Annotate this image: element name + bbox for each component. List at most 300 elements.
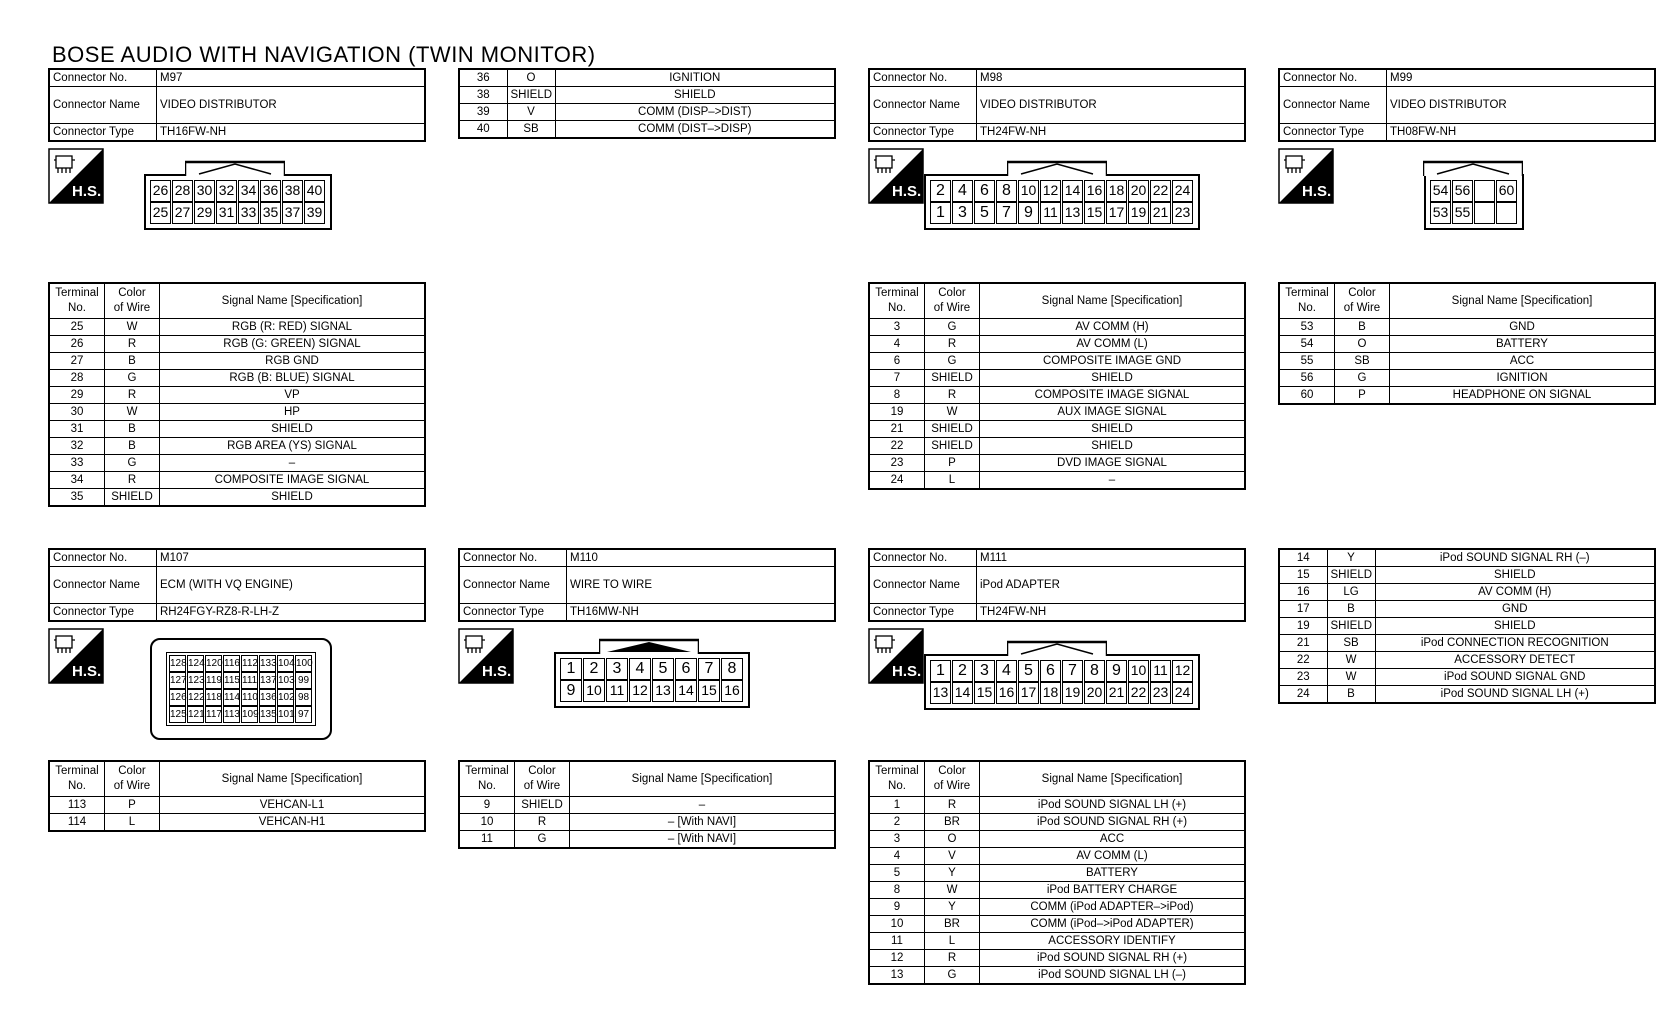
m98-pin-table — [868, 282, 1246, 490]
terminal-no: 39 — [459, 104, 507, 121]
pin-cell — [1474, 202, 1495, 224]
terminal-no: 7 — [869, 370, 925, 387]
terminal-no: 30 — [49, 404, 105, 421]
pin-cell: 15 — [974, 682, 995, 704]
terminal-no: 33 — [49, 455, 105, 472]
signal-name: COMPOSITE IMAGE SIGNAL — [160, 472, 426, 489]
terminal-no-header: Terminal No. — [869, 283, 925, 319]
m111-no: M111 — [977, 549, 1246, 567]
signal-name: GND — [1390, 319, 1656, 336]
table-row — [459, 87, 835, 104]
signal-name: COMM (DIST–>DISP) — [555, 121, 835, 139]
m98-connector-face — [924, 174, 1200, 230]
terminal-no: 24 — [1279, 686, 1327, 704]
signal-name: iPod SOUND SIGNAL RH (+) — [980, 950, 1246, 967]
m111-type: TH24FW-NH — [977, 604, 1246, 622]
table-row — [869, 797, 1245, 814]
m99-pin-table — [1278, 282, 1656, 405]
signal-name: RGB (R: RED) SIGNAL — [160, 319, 426, 336]
pin-cell: 15 — [698, 680, 720, 702]
pin-cell: 128 — [169, 655, 186, 672]
m111-connector-face — [924, 654, 1200, 710]
signal-name: iPod SOUND SIGNAL LH (+) — [980, 797, 1246, 814]
pin-cell: 137 — [259, 672, 276, 689]
table-row — [1279, 370, 1655, 387]
terminal-no: 8 — [869, 882, 925, 899]
m107-no: M107 — [157, 549, 426, 567]
color-of-wire-header: Color of Wire — [105, 761, 160, 797]
pin-cell: 8 — [996, 180, 1017, 202]
table-row — [1279, 387, 1655, 405]
pin-cell: 2 — [952, 660, 973, 682]
pin-cell: 3 — [952, 202, 973, 224]
signal-name: RGB AREA (YS) SIGNAL — [160, 438, 426, 455]
wire-color: R — [925, 336, 980, 353]
pin-cell: 98 — [295, 689, 312, 706]
pin-cell: 12 — [629, 680, 651, 702]
color-of-wire-header: Color of Wire — [925, 283, 980, 319]
wire-color: SHIELD — [925, 370, 980, 387]
terminal-no: 14 — [1279, 549, 1327, 567]
pin-cell: 36 — [260, 180, 281, 202]
m110-header — [458, 548, 836, 622]
table-row — [49, 370, 425, 387]
pin-cell: 55 — [1452, 202, 1473, 224]
table-row — [869, 967, 1245, 985]
color-of-wire-header: Color of Wire — [1335, 283, 1390, 319]
wire-color: Y — [925, 899, 980, 916]
pin-cell: 2 — [583, 658, 605, 680]
pin-cell: 6 — [675, 658, 697, 680]
pin-cell: 19 — [1062, 682, 1083, 704]
color-of-wire-header: Color of Wire — [925, 761, 980, 797]
wire-color: L — [105, 814, 160, 832]
pin-cell: 5 — [974, 202, 995, 224]
m110-name: WIRE TO WIRE — [567, 567, 836, 604]
pin-cell: 111 — [241, 672, 258, 689]
wire-color: B — [105, 353, 160, 370]
signal-name: COMPOSITE IMAGE SIGNAL — [980, 387, 1246, 404]
pin-cell: 15 — [1084, 202, 1105, 224]
signal-name: RGB (B: BLUE) SIGNAL — [160, 370, 426, 387]
wire-color: LG — [1327, 584, 1375, 601]
pin-cell: 32 — [216, 180, 237, 202]
wire-color: V — [925, 848, 980, 865]
terminal-no: 11 — [459, 831, 515, 849]
signal-name: ACC — [980, 831, 1246, 848]
pin-cell: 30 — [194, 180, 215, 202]
table-row — [49, 489, 425, 507]
m107-type: RH24FGY-RZ8-R-LH-Z — [157, 604, 426, 622]
signal-name: VEHCAN-L1 — [160, 797, 426, 814]
wire-color: W — [1327, 669, 1375, 686]
table-row — [49, 438, 425, 455]
signal-name: – — [160, 455, 426, 472]
signal-name: SHIELD — [1375, 618, 1655, 635]
hs-label: H.S. — [892, 183, 922, 200]
pin-cell: 21 — [1150, 202, 1171, 224]
signal-name: HP — [160, 404, 426, 421]
m107-connector-face — [150, 638, 332, 740]
m97-name: VIDEO DISTRIBUTOR — [157, 87, 426, 124]
wire-color: B — [1335, 319, 1390, 336]
signal-name: iPod BATTERY CHARGE — [980, 882, 1246, 899]
m110-no: M110 — [567, 549, 836, 567]
terminal-no: 27 — [49, 353, 105, 370]
m99-header — [1278, 68, 1656, 142]
pin-cell: 18 — [1106, 180, 1127, 202]
table-row — [49, 387, 425, 404]
table-row — [1279, 601, 1655, 618]
terminal-no: 31 — [49, 421, 105, 438]
label-connector-no: Connector No. — [49, 549, 157, 567]
wire-color: SHIELD — [515, 797, 570, 814]
wire-color: L — [925, 933, 980, 950]
signal-name: COMM (DISP–>DIST) — [555, 104, 835, 121]
wire-color: R — [515, 814, 570, 831]
m111-name: iPod ADAPTER — [977, 567, 1246, 604]
table-row — [869, 370, 1245, 387]
signal-name: SHIELD — [1375, 567, 1655, 584]
pin-cell: 35 — [260, 202, 281, 224]
pin-cell: 4 — [996, 660, 1017, 682]
signal-name-header: Signal Name [Specification] — [1390, 283, 1656, 319]
signal-name: HEADPHONE ON SIGNAL — [1390, 387, 1656, 405]
wire-color: R — [925, 797, 980, 814]
label-connector-name: Connector Name — [459, 567, 567, 604]
table-row — [459, 797, 835, 814]
label-connector-name: Connector Name — [869, 567, 977, 604]
signal-name: BATTERY — [1390, 336, 1656, 353]
terminal-no: 15 — [1279, 567, 1327, 584]
pin-cell: 13 — [1062, 202, 1083, 224]
pin-cell: 11 — [1040, 202, 1061, 224]
table-row — [869, 865, 1245, 882]
pin-cell: 16 — [996, 682, 1017, 704]
table-row — [869, 438, 1245, 455]
table-row — [869, 916, 1245, 933]
terminal-no: 56 — [1279, 370, 1335, 387]
label-connector-name: Connector Name — [49, 87, 157, 124]
wire-color: Y — [925, 865, 980, 882]
terminal-no: 19 — [1279, 618, 1327, 635]
pin-cell: 4 — [629, 658, 651, 680]
signal-name: ACCESSORY DETECT — [1375, 652, 1655, 669]
pin-cell: 23 — [1150, 682, 1171, 704]
wire-color: SHIELD — [507, 87, 555, 104]
pin-cell: 117 — [205, 706, 222, 723]
pin-cell — [1474, 180, 1495, 202]
signal-name: iPod SOUND SIGNAL RH (+) — [980, 814, 1246, 831]
pin-cell: 31 — [216, 202, 237, 224]
m110-type: TH16MW-NH — [567, 604, 836, 622]
terminal-no-header: Terminal No. — [869, 761, 925, 797]
hs-icon — [868, 148, 924, 204]
hs-icon — [868, 628, 924, 684]
pin-cell: 125 — [169, 706, 186, 723]
wire-color: B — [105, 438, 160, 455]
wire-color: BR — [925, 814, 980, 831]
table-row — [49, 353, 425, 370]
label-connector-type: Connector Type — [1279, 124, 1387, 142]
terminal-no: 34 — [49, 472, 105, 489]
terminal-no: 26 — [49, 336, 105, 353]
terminal-no: 16 — [1279, 584, 1327, 601]
pin-cell: 5 — [652, 658, 674, 680]
pin-cell: 40 — [304, 180, 325, 202]
terminal-no: 53 — [1279, 319, 1335, 336]
m111-pin-table — [868, 760, 1246, 985]
table-row — [869, 848, 1245, 865]
wire-color: W — [105, 319, 160, 336]
hs-icon — [48, 628, 104, 684]
m97-connector-face — [144, 174, 332, 230]
pin-cell — [1496, 202, 1517, 224]
pin-cell: 3 — [974, 660, 995, 682]
pin-cell: 37 — [282, 202, 303, 224]
table-row — [49, 404, 425, 421]
terminal-no: 8 — [869, 387, 925, 404]
pin-cell: 6 — [1040, 660, 1061, 682]
wire-color: V — [507, 104, 555, 121]
pin-cell: 12 — [1172, 660, 1193, 682]
terminal-no: 60 — [1279, 387, 1335, 405]
signal-name-header: Signal Name [Specification] — [570, 761, 836, 797]
table-row — [459, 814, 835, 831]
wire-color: P — [925, 455, 980, 472]
signal-name: – — [980, 472, 1246, 490]
pin-cell: 19 — [1128, 202, 1149, 224]
signal-name: AV COMM (L) — [980, 848, 1246, 865]
pin-cell: 24 — [1172, 180, 1193, 202]
signal-name: GND — [1375, 601, 1655, 618]
pin-cell: 10 — [583, 680, 605, 702]
pin-cell: 28 — [172, 180, 193, 202]
terminal-no: 38 — [459, 87, 507, 104]
signal-name: IGNITION — [1390, 370, 1656, 387]
table-row — [49, 797, 425, 814]
pin-cell: 7 — [996, 202, 1017, 224]
wire-color: B — [1327, 686, 1375, 704]
table-row — [1279, 336, 1655, 353]
wire-color: R — [925, 950, 980, 967]
hs-label: H.S. — [892, 663, 922, 680]
table-row — [869, 472, 1245, 490]
signal-name: SHIELD — [160, 421, 426, 438]
wire-color: P — [1335, 387, 1390, 405]
wire-color: W — [1327, 652, 1375, 669]
signal-name-header: Signal Name [Specification] — [160, 283, 426, 319]
signal-name: iPod SOUND SIGNAL RH (–) — [1375, 549, 1655, 567]
table-row — [869, 421, 1245, 438]
page-title: BOSE AUDIO WITH NAVIGATION (TWIN MONITOR) — [52, 42, 596, 67]
pin-cell: 122 — [187, 689, 204, 706]
signal-name: AV COMM (H) — [980, 319, 1246, 336]
label-connector-type: Connector Type — [869, 124, 977, 142]
m97-pin-table — [48, 282, 426, 507]
pin-cell: 2 — [930, 180, 951, 202]
pin-cell: 115 — [223, 672, 240, 689]
pin-cell: 29 — [194, 202, 215, 224]
table-row — [869, 933, 1245, 950]
wire-color: L — [925, 472, 980, 490]
terminal-no: 4 — [869, 336, 925, 353]
pin-cell: 38 — [282, 180, 303, 202]
signal-name: iPod SOUND SIGNAL LH (–) — [980, 967, 1246, 985]
terminal-no: 21 — [869, 421, 925, 438]
pin-cell: 27 — [172, 202, 193, 224]
signal-name: COMM (iPod ADAPTER–>iPod) — [980, 899, 1246, 916]
terminal-no-header: Terminal No. — [49, 283, 105, 319]
pin-cell: 56 — [1452, 180, 1473, 202]
pin-cell: 9 — [1018, 202, 1039, 224]
terminal-no: 2 — [869, 814, 925, 831]
color-of-wire-header: Color of Wire — [105, 283, 160, 319]
signal-name: AUX IMAGE SIGNAL — [980, 404, 1246, 421]
terminal-no: 32 — [49, 438, 105, 455]
pin-cell: 123 — [187, 672, 204, 689]
pin-cell: 135 — [259, 706, 276, 723]
m98-type: TH24FW-NH — [977, 124, 1246, 142]
table-row — [1279, 652, 1655, 669]
pin-cell: 17 — [1106, 202, 1127, 224]
table-row — [869, 455, 1245, 472]
table-row — [869, 950, 1245, 967]
label-connector-no: Connector No. — [869, 549, 977, 567]
m107-pin-table — [48, 760, 426, 832]
table-row — [459, 69, 835, 87]
wire-color: W — [925, 882, 980, 899]
m110-pin-table — [458, 760, 836, 849]
terminal-no: 55 — [1279, 353, 1335, 370]
pin-cell: 13 — [652, 680, 674, 702]
terminal-no: 22 — [869, 438, 925, 455]
label-connector-no: Connector No. — [49, 69, 157, 87]
terminal-no: 11 — [869, 933, 925, 950]
pin-cell: 16 — [1084, 180, 1105, 202]
signal-name-header: Signal Name [Specification] — [160, 761, 426, 797]
wire-color: SHIELD — [925, 438, 980, 455]
pin-cell: 14 — [1062, 180, 1083, 202]
signal-name: ACCESSORY IDENTIFY — [980, 933, 1246, 950]
label-connector-type: Connector Type — [869, 604, 977, 622]
label-connector-type: Connector Type — [49, 604, 157, 622]
wire-color: Y — [1327, 549, 1375, 567]
m111-header — [868, 548, 1246, 622]
terminal-no: 19 — [869, 404, 925, 421]
signal-name: iPod SOUND SIGNAL GND — [1375, 669, 1655, 686]
wire-color: R — [105, 336, 160, 353]
table-row — [459, 121, 835, 139]
m97-type: TH16FW-NH — [157, 124, 426, 142]
pin-cell: 16 — [721, 680, 743, 702]
m107-header — [48, 548, 426, 622]
m97-header — [48, 68, 426, 142]
table-row — [869, 404, 1245, 421]
table-row — [1279, 686, 1655, 704]
pin-cell: 6 — [974, 180, 995, 202]
signal-name: SHIELD — [980, 370, 1246, 387]
hs-label: H.S. — [72, 663, 102, 680]
pin-cell: 9 — [1106, 660, 1127, 682]
table-row — [869, 899, 1245, 916]
wire-color: O — [507, 69, 555, 87]
pin-cell: 53 — [1430, 202, 1451, 224]
terminal-no: 23 — [869, 455, 925, 472]
table-row — [49, 455, 425, 472]
wire-color: SB — [1327, 635, 1375, 652]
wire-color: G — [925, 967, 980, 985]
label-connector-name: Connector Name — [869, 87, 977, 124]
pin-cell: 39 — [304, 202, 325, 224]
pin-cell: 7 — [1062, 660, 1083, 682]
label-connector-type: Connector Type — [49, 124, 157, 142]
wire-color: R — [105, 472, 160, 489]
terminal-no: 1 — [869, 797, 925, 814]
pin-cell: 104 — [277, 655, 294, 672]
label-connector-type: Connector Type — [459, 604, 567, 622]
signal-name: RGB GND — [160, 353, 426, 370]
table-row — [49, 472, 425, 489]
terminal-no: 29 — [49, 387, 105, 404]
pin-cell: 103 — [277, 672, 294, 689]
table-row — [49, 319, 425, 336]
terminal-no: 22 — [1279, 652, 1327, 669]
signal-name: AV COMM (L) — [980, 336, 1246, 353]
pin-cell: 3 — [606, 658, 628, 680]
pin-cell: 4 — [952, 180, 973, 202]
table-row — [1279, 669, 1655, 686]
pin-cell: 17 — [1018, 682, 1039, 704]
table-row — [869, 831, 1245, 848]
pin-cell: 136 — [259, 689, 276, 706]
wire-color: G — [925, 353, 980, 370]
terminal-no: 25 — [49, 319, 105, 336]
pin-cell: 18 — [1040, 682, 1061, 704]
signal-name-header: Signal Name [Specification] — [980, 761, 1246, 797]
terminal-no: 114 — [49, 814, 105, 832]
pin-cell: 120 — [205, 655, 222, 672]
pin-cell: 22 — [1128, 682, 1149, 704]
pin-cell: 113 — [223, 706, 240, 723]
wire-color: G — [515, 831, 570, 849]
signal-name: iPod SOUND SIGNAL LH (+) — [1375, 686, 1655, 704]
terminal-no: 5 — [869, 865, 925, 882]
pin-cell: 14 — [675, 680, 697, 702]
pin-cell: 127 — [169, 672, 186, 689]
label-connector-no: Connector No. — [1279, 69, 1387, 87]
label-connector-no: Connector No. — [869, 69, 977, 87]
pin-cell: 11 — [1150, 660, 1171, 682]
terminal-no: 23 — [1279, 669, 1327, 686]
pin-cell: 8 — [1084, 660, 1105, 682]
wire-color: SB — [1335, 353, 1390, 370]
signal-name-header: Signal Name [Specification] — [980, 283, 1246, 319]
signal-name: – [With NAVI] — [570, 831, 836, 849]
terminal-no: 21 — [1279, 635, 1327, 652]
pin-cell: 34 — [238, 180, 259, 202]
table-row — [49, 814, 425, 832]
terminal-no: 10 — [459, 814, 515, 831]
signal-name: COMM (iPod–>iPod ADAPTER) — [980, 916, 1246, 933]
wire-color: P — [105, 797, 160, 814]
terminal-no: 24 — [869, 472, 925, 490]
table-row — [459, 831, 835, 849]
terminal-no-header: Terminal No. — [459, 761, 515, 797]
pin-cell: 102 — [277, 689, 294, 706]
table-row — [869, 387, 1245, 404]
terminal-no-header: Terminal No. — [1279, 283, 1335, 319]
